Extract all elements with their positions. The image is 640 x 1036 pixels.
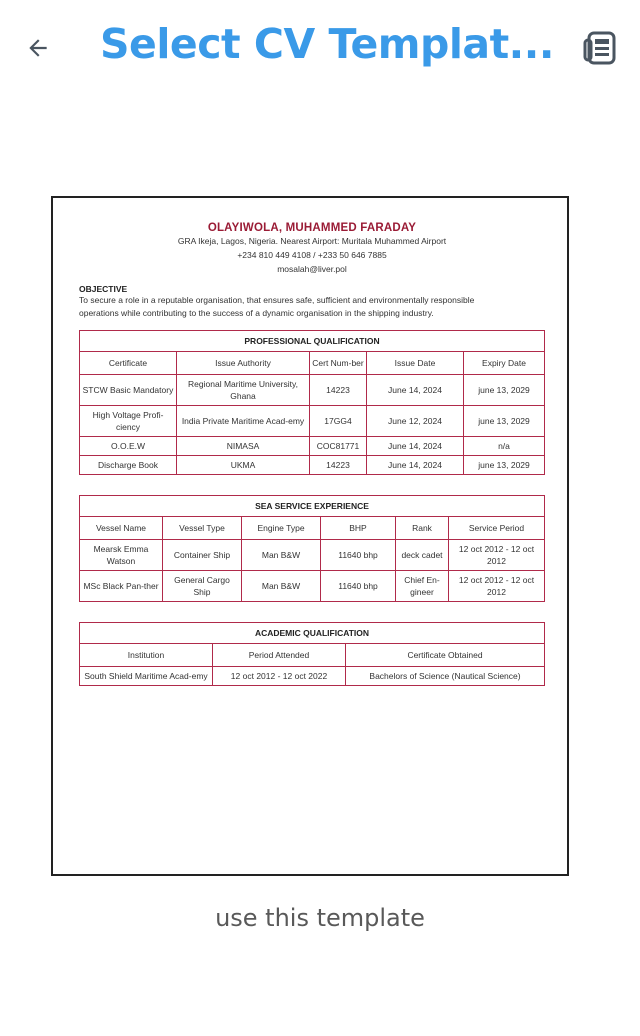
table-row [80,540,545,571]
table-caption: ACADEMIC QUALIFICATION [80,623,545,644]
column-header: Expiry Date [464,352,545,375]
table-cell: MSc Black Pan-ther [80,571,163,602]
document-icon [582,30,618,66]
table-caption: SEA SERVICE EXPERIENCE [80,496,545,517]
table-cell: Container Ship [163,540,242,571]
table-cell: june 13, 2029 [464,375,545,406]
column-header: Certificate Obtained [346,644,545,667]
table-cell: UKMA [177,456,310,475]
table-cell: South Shield Maritime Acad-emy [80,667,213,686]
table-cell: Chief En-gineer [396,571,449,602]
column-header: Cert Num-ber [310,352,367,375]
arrow-left-icon [25,35,51,61]
templates-button[interactable] [580,28,620,68]
use-template-button[interactable]: use this template [215,904,425,932]
objective-text-1: To secure a role in a reputable organisation, that ensures safe, sufficient and environmentally responsible [79,295,475,305]
page-title: Select CV Templat... [100,20,554,68]
table-cell: STCW Basic Mandatory [80,375,177,406]
table-cell: NIMASA [177,437,310,456]
back-button[interactable] [20,30,56,66]
academic-qualification-table [79,622,545,686]
table-cell: Man B&W [242,571,321,602]
column-header: Institution [80,644,213,667]
table-cell: n/a [464,437,545,456]
app-bar [0,0,640,96]
cv-template-preview[interactable] [51,196,569,876]
table-cell: june 13, 2029 [464,456,545,475]
table-cell: 14223 [310,456,367,475]
table-row [80,437,545,456]
table-cell: COC81771 [310,437,367,456]
table-cell: India Private Maritime Acad-emy [177,406,310,437]
table-cell: June 14, 2024 [367,437,464,456]
table-cell: 17GG4 [310,406,367,437]
table-cell: General Cargo Ship [163,571,242,602]
column-header: Rank [396,517,449,540]
column-header: Vessel Type [163,517,242,540]
table-cell: High Voltage Profi-ciency [80,406,177,437]
table-row [80,571,545,602]
column-header: Vessel Name [80,517,163,540]
objective-text-2: operations while contributing to the success of a dynamic organisation in the shipping industry. [79,308,434,318]
table-cell: 12 oct 2012 - 12 oct 2012 [449,571,545,602]
cv-phone: +234 810 449 4108 / +233 50 646 7885 [237,250,387,260]
table-cell: June 12, 2024 [367,406,464,437]
table-cell: Bachelors of Science (Nautical Science) [346,667,545,686]
sea-service-table [79,495,545,602]
table-cell: 11640 bhp [321,571,396,602]
professional-qualification-table [79,330,545,475]
cv-address: GRA Ikeja, Lagos, Nigeria. Nearest Airport: Muritala Muhammed Airport [177,236,447,246]
cv-document [79,222,545,686]
cv-email: mosalah@liver.pol [277,264,347,274]
table-cell: 14223 [310,375,367,406]
table-cell: Regional Maritime University, Ghana [177,375,310,406]
table-cell: June 14, 2024 [367,375,464,406]
table-row [80,667,545,686]
table-caption: PROFESSIONAL QUALIFICATION [80,331,545,352]
cv-name: OLAYIWOLA, MUHAMMED FARADAY [207,222,417,234]
column-header: Issue Date [367,352,464,375]
column-header: Service Period [449,517,545,540]
table-cell: Man B&W [242,540,321,571]
table-row [80,406,545,437]
column-header: Issue Authority [177,352,310,375]
column-header: BHP [321,517,396,540]
column-header: Engine Type [242,517,321,540]
table-cell: 11640 bhp [321,540,396,571]
table-cell: 12 oct 2012 - 12 oct 2022 [213,667,346,686]
table-cell: Discharge Book [80,456,177,475]
column-header: Period Attended [213,644,346,667]
column-header: Certificate [80,352,177,375]
table-cell: june 13, 2029 [464,406,545,437]
table-cell: deck cadet [396,540,449,571]
objective-heading: OBJECTIVE [79,284,128,294]
table-cell: 12 oct 2012 - 12 oct 2012 [449,540,545,571]
table-row [80,456,545,475]
table-cell: O.O.E.W [80,437,177,456]
table-cell: Mearsk Emma Watson [80,540,163,571]
table-cell: June 14, 2024 [367,456,464,475]
table-row [80,375,545,406]
